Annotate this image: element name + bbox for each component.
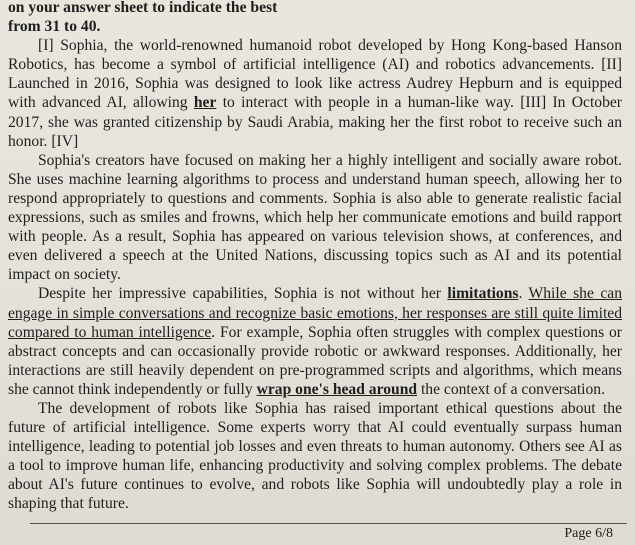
instruction-line-1: on your answer sheet to indicate the best xyxy=(8,0,278,16)
paragraph-4: The development of robots like Sophia has raised important ethical questions about the future of artificial intelligence. Some experts worry that AI could eventually surpass human intelligence, leading to potential job losses and even threats to human autonomy. Others see AI as a tool to improve human life, enhancing productivity and solving complex problems. The debate about AI's future continues to evolve, and robots like Sophia will undoubtedly play a role in shaping that future. xyxy=(8,399,622,513)
paragraph-1-text-a: [I] Sophia, the world-renowned humanoid robot developed by Hong Kong-based Hanson Robotics, has become a symbol of artificial intelligence (AI) and robotics advancements. [II] Launched in 2016, Sophia was designed to look like actress Audrey Hepburn and is equipped with advanced AI, allowing xyxy=(8,37,622,112)
paragraph-3 xyxy=(8,284,622,399)
instruction-line-2: from 31 to 40. xyxy=(8,18,101,36)
paragraph-3-text-a: Despite her impressive capabilities, Sophia is not without her xyxy=(38,285,448,303)
underlined-sentence: While she can engage in simple conversations and recognize basic emotions, her responses are still quite limited compared to human intelligence xyxy=(8,285,623,341)
underlined-phrase-wrap-head: wrap one's head around xyxy=(256,380,418,398)
instruction-header xyxy=(8,0,622,36)
underlined-word-limitations: limitations xyxy=(447,285,519,303)
paragraph-1-text-b: to interact with people in a human-like way. [III] In October 2017, she was granted citizenship by Saudi Arabia, making her the first robot to receive such an honor. [IV] xyxy=(8,94,622,150)
reading-passage xyxy=(8,0,622,514)
paragraph-1 xyxy=(8,36,622,151)
footer-divider xyxy=(30,523,627,524)
page-number: Page 6/8 xyxy=(564,526,613,541)
paragraph-3-text-c: . For example, Sophia often struggles with complex questions or abstract concepts and can occasionally provide robotic or awkward responses. Additionally, her interactions are still heavily dependent on pre-programmed scripts and algorithms, which means she cannot think independently or fully xyxy=(8,323,622,398)
paragraph-2: Sophia's creators have focused on making her a highly intelligent and socially aware robot. She uses machine learning algorithms to process and understand human speech, allowing her to respond appropriately to questions and comments. Sophia is also able to generate realistic facial expressions, such as smiles and frowns, which help her communicate emotions and build rapport with people. As a result, Sophia has appeared on various television shows, at conferences, and even delivered a speech at the United Nations, discussing topics such as AI and its potential impact on society. xyxy=(8,151,622,284)
paragraph-3-text-b: . xyxy=(518,285,529,303)
paragraph-3-text-d: the context of a conversation. xyxy=(417,380,605,398)
underlined-word-her: her xyxy=(193,94,217,112)
